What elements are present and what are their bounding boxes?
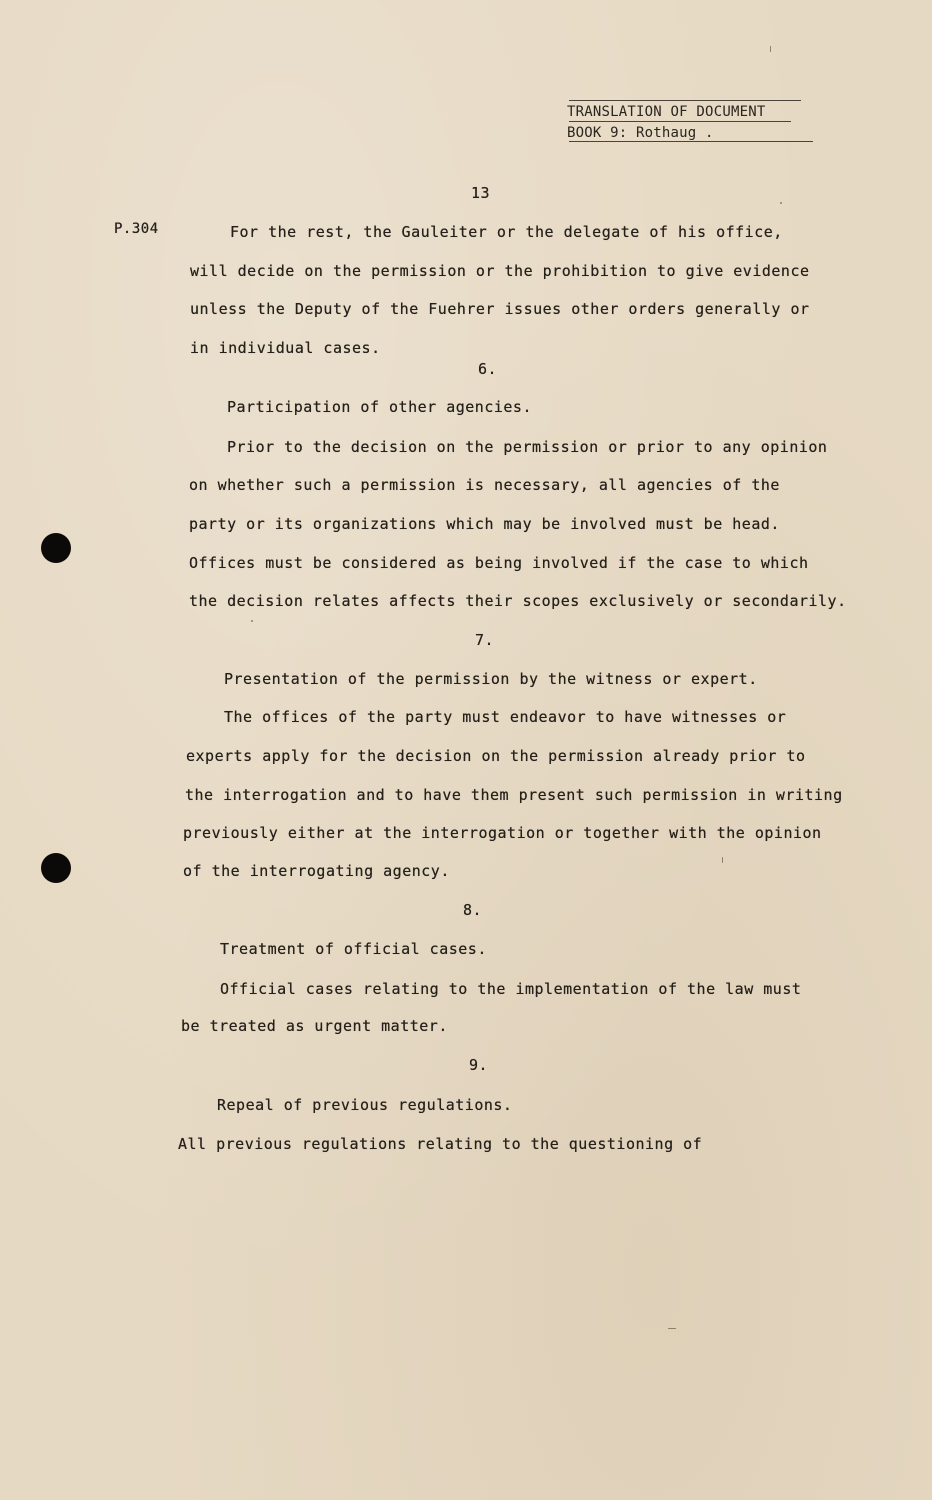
header-middle-rule [569, 121, 791, 122]
body-line: previously either at the interrogation or together with the opinion [183, 824, 822, 842]
page-number: 13 [471, 184, 491, 202]
body-line: party or its organizations which may be involved must be head. [189, 515, 780, 533]
header-book-reference: BOOK 9: Rothaug . [567, 125, 714, 141]
section-number: 8. [463, 901, 483, 919]
body-line: experts apply for the decision on the permission already prior to [186, 747, 806, 765]
body-line: Official cases relating to the implementation of the law must [220, 980, 802, 998]
punch-hole-lower [41, 853, 71, 883]
section-number: 9. [469, 1056, 489, 1074]
header-top-rule [569, 100, 801, 101]
paper-mark [251, 620, 253, 622]
body-line: All previous regulations relating to the questioning of [178, 1135, 703, 1153]
paper-mark [780, 202, 782, 204]
body-line: Offices must be considered as being involved if the case to which [189, 554, 809, 572]
section-heading: Treatment of official cases. [220, 940, 487, 958]
header-title: TRANSLATION OF DOCUMENT [567, 104, 766, 120]
section-number: 6. [478, 360, 498, 378]
body-line: unless the Deputy of the Fuehrer issues other orders generally or [190, 300, 810, 318]
section-heading: Presentation of the permission by the witness or expert. [224, 670, 758, 688]
body-line: on whether such a permission is necessary, all agencies of the [189, 476, 780, 494]
body-line: will decide on the permission or the prohibition to give evidence [190, 262, 810, 280]
body-line: Prior to the decision on the permission or prior to any opinion [227, 438, 828, 456]
body-line: For the rest, the Gauleiter or the delegate of his office, [230, 223, 783, 241]
body-line: The offices of the party must endeavor to have witnesses or [224, 708, 787, 726]
punch-hole-upper [41, 533, 71, 563]
body-line: the interrogation and to have them present such permission in writing [185, 786, 843, 804]
section-heading: Repeal of previous regulations. [217, 1096, 513, 1114]
body-line: in individual cases. [190, 339, 381, 357]
section-number: 7. [475, 631, 495, 649]
section-heading: Participation of other agencies. [227, 398, 532, 416]
margin-reference: P.304 [114, 221, 159, 237]
body-line: the decision relates affects their scopes exclusively or secondarily. [189, 592, 847, 610]
paper-mark [668, 1328, 676, 1329]
body-line: of the interrogating agency. [183, 862, 450, 880]
header-bottom-rule [569, 141, 813, 142]
paper-mark [722, 857, 723, 863]
body-line: be treated as urgent matter. [181, 1017, 448, 1035]
paper-mark [770, 46, 771, 52]
